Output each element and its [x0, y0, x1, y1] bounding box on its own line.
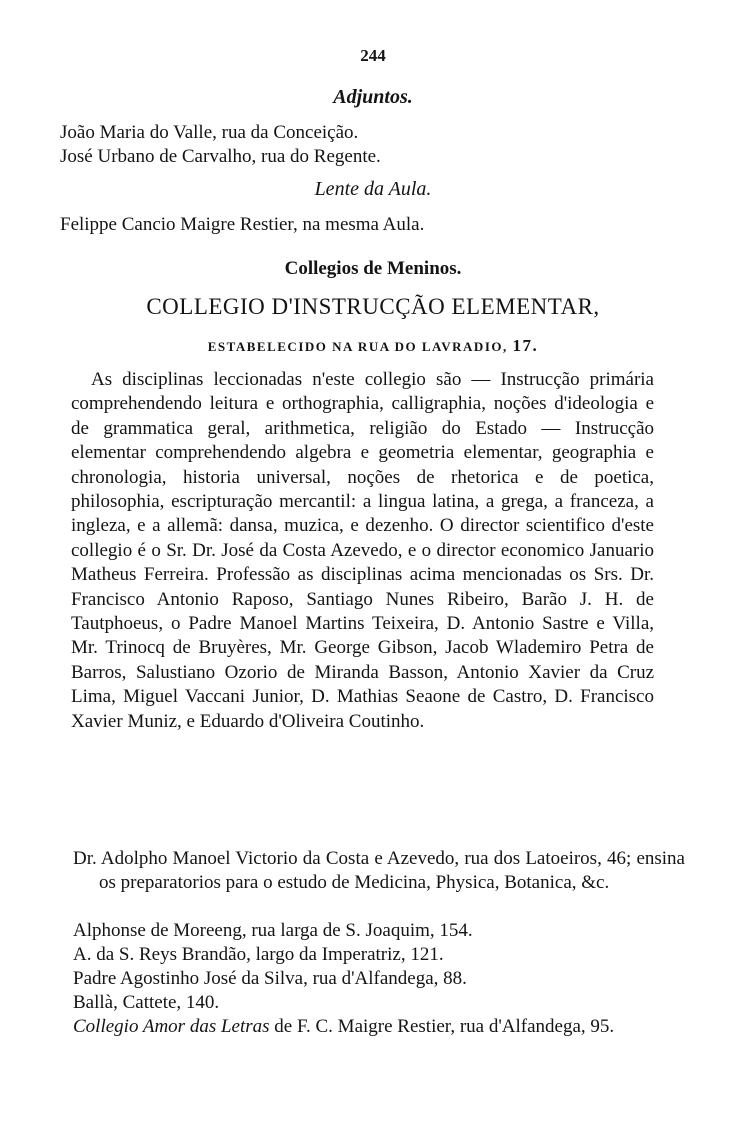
list-item: Padre Agostinho José da Silva, rua d'Alfandega, 88. — [73, 968, 467, 989]
college-title-italic: Collegio Amor das Letras — [73, 1016, 270, 1037]
heading-collegios: Collegios de Meninos. — [284, 258, 462, 279]
college-address-label: ESTABELECIDO NA RUA DO LAVRADIO, — [207, 339, 508, 354]
page-number: 244 — [360, 46, 386, 65]
college-name: COLLEGIO D'INSTRUCÇÃO ELEMENTAR, — [146, 294, 600, 319]
list-item: A. da S. Reys Brandão, largo da Imperatriz, 121. — [73, 944, 444, 965]
heading-adjuntos: Adjuntos. — [333, 86, 413, 108]
college-address-number: 17. — [512, 336, 539, 355]
list-item: Ballà, Cattete, 140. — [73, 992, 220, 1013]
college-address — [0, 336, 746, 356]
adjunto-line-1: João Maria do Valle, rua da Conceição. — [60, 122, 359, 143]
college-description: As disciplinas leccionadas n'este collegio são — Instrucção primária comprehendendo leitura e orthographia, calligraphia, noções d'ideologia e de grammatica geral, arithmetica, religião do Estado — Instrucção elementar comprehendendo algebra e geometria elementar, geographia e chronologia, historia universal, noções de rhetorica e de poetica, philosophia, escripturação mercantil: a lingua latina, a grega, a franceza, a ingleza, e a allemã: dansa, muzica, e dezenho. O director scientifico d'este collegio é o Sr. Dr. José da Costa Azevedo, e o director economico Januario Matheus Ferreira. Professão as disciplinas acima mencionadas os Srs. Dr. Francisco Antonio Raposo, Santiago Nunes Ribeiro, Barão J. H. de Tautphoeus, o Padre Manoel Martins Teixeira, D. Antonio Sastre e Villa, Mr. Trinocq de Bruyères, Mr. George Gibson, Jacob Wlademiro Petra de Barros, Salustiano Ozorio de Miranda Basson, Antonio Xavier da Cruz Lima, Miguel Vaccani Junior, D. Mathias Seaone de Castro, D. Francisco Xavier Muniz, e Eduardo d'Oliveira Coutinho. — [71, 369, 654, 732]
heading-lente: Lente da Aula. — [314, 178, 432, 200]
lente-line-1: Felippe Cancio Maigre Restier, na mesma Aula. — [60, 214, 425, 235]
list-item: Alphonse de Moreeng, rua larga de S. Joaquim, 154. — [73, 920, 473, 941]
adjunto-line-2: José Urbano de Carvalho, rua do Regente. — [60, 146, 381, 167]
list-item — [73, 1015, 685, 1039]
college-entry-text: de F. C. Maigre Restier, rua d'Alfandega, 95. — [269, 1016, 615, 1037]
list-item: Dr. Adolpho Manoel Victorio da Costa e Azevedo, rua dos Latoeiros, 46; ensina os preparatorios para o estudo de Medicina, Physica, Botanica, &c. — [73, 848, 685, 893]
